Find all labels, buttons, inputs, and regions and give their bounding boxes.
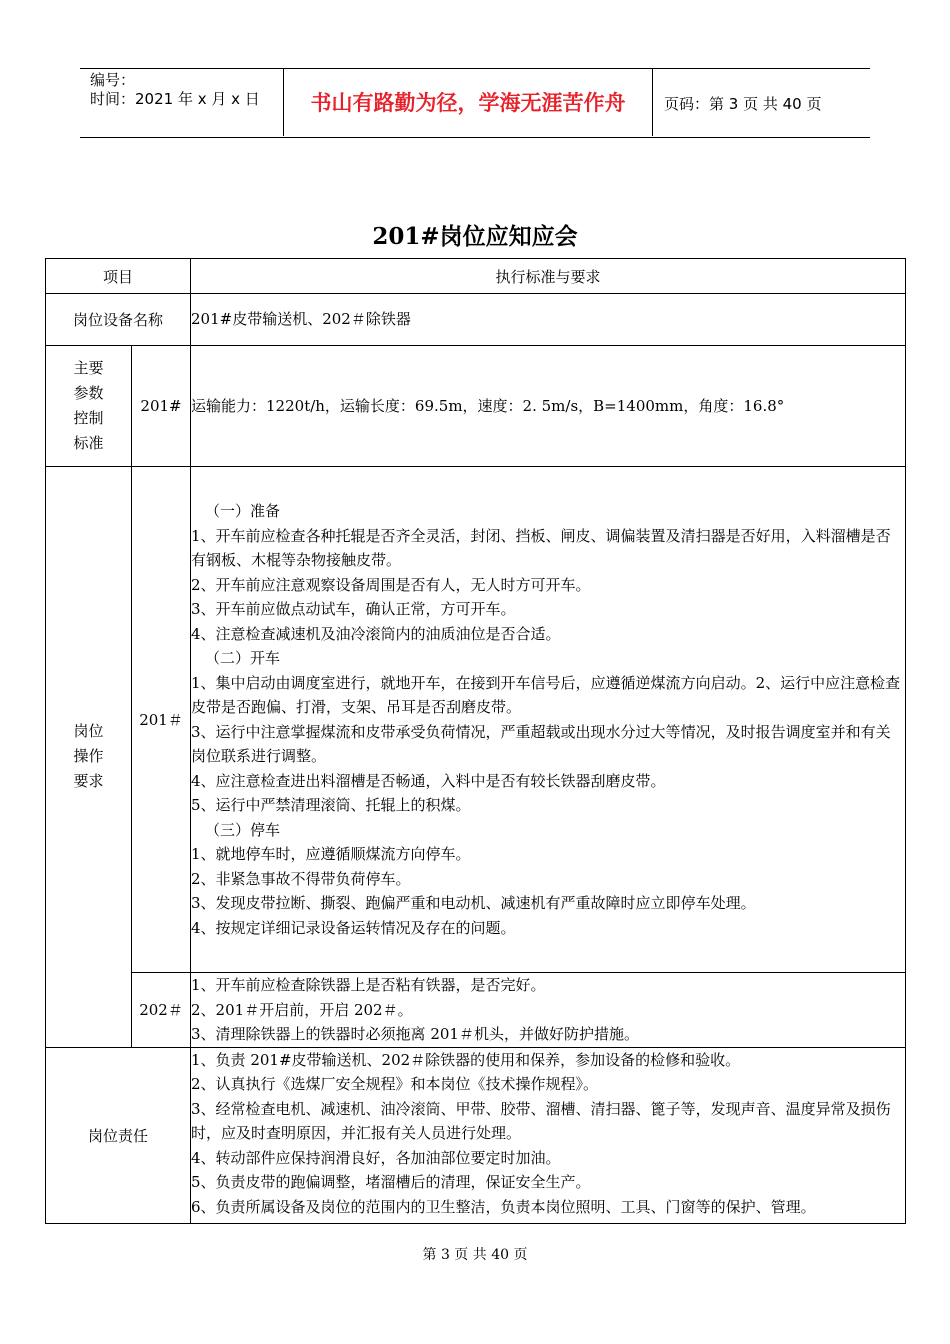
page-label: 页码：第 3 页 共 40 页 bbox=[664, 95, 822, 113]
text-line: 3、清理除铁器上的铁器时必须拖离 201＃机头，并做好防护措施。 bbox=[191, 1025, 639, 1043]
equipment-row bbox=[46, 294, 906, 346]
operation-sub-201: 201＃ bbox=[132, 467, 191, 973]
text-line: 3、发现皮带拉断、撕裂、跑偏严重和电动机、减速机有严重故障时应立即停车处理。 bbox=[191, 894, 756, 912]
page-header bbox=[80, 68, 870, 138]
text-line: 4、转动部件应保持润滑良好，各加油部位要定时加油。 bbox=[191, 1148, 561, 1167]
text-line: 4、应注意检查进出料溜槽是否畅通，入料中是否有较长铁器刮磨皮带。 bbox=[191, 771, 666, 790]
text-line: 2、201＃开启前，开启 202＃。 bbox=[191, 1000, 413, 1019]
spec-table bbox=[45, 258, 906, 1224]
header-left bbox=[90, 71, 280, 109]
duty-lines bbox=[191, 1048, 905, 1220]
page-title: 201#岗位应知应会 bbox=[372, 223, 578, 250]
duty-row bbox=[46, 1047, 906, 1223]
operation-row-202 bbox=[46, 973, 906, 1048]
text-line: 4、注意检查减速机及油冷滚筒内的油质油位是否合适。 bbox=[191, 624, 561, 643]
text-line: 3、经常检查电机、减速机、油冷滚筒、甲带、胶带、溜槽、清扫器、篦子等，发现声音、温度异常及损伤时，应及时查明原因，并汇报有关人员进行处理。 bbox=[191, 1099, 891, 1142]
text-line: 1、开车前应检查除铁器上是否粘有铁器，是否完好。 bbox=[191, 976, 546, 994]
operation-text-201 bbox=[191, 467, 906, 973]
params-value: 运输能力：1220t/h，运输长度：69.5m，速度：2. 5m/s，B=1400mm，角度：16.8° bbox=[191, 346, 906, 467]
text-line: （一）准备 bbox=[205, 502, 281, 520]
duty-text bbox=[191, 1047, 906, 1223]
text-line: 3、运行中注意掌握煤流和皮带承受负荷情况，严重超载或出现水分过大等情况，及时报告调度室并和有关岗位联系进行调整。 bbox=[191, 722, 891, 765]
text-line: 2、认真执行《选煤厂安全规程》和本岗位《技术操作规程》。 bbox=[191, 1075, 599, 1093]
text-line: 3、开车前应做点动试车，确认正常，方可开车。 bbox=[191, 600, 516, 618]
col-standard-header: 执行标准与要求 bbox=[191, 259, 906, 294]
text-line: 2、非紧急事故不得带负荷停车。 bbox=[191, 869, 411, 888]
text-line: 5、运行中严禁清理滚筒、托辊上的积煤。 bbox=[191, 796, 471, 814]
time-label: 时间：2021 年 x 月 x 日 bbox=[90, 90, 260, 108]
text-line: 6、负责所属设备及岗位的范围内的卫生整洁，负责本岗位照明、工具、门窗等的保护、管理。 bbox=[191, 1197, 816, 1216]
operation-sub-202: 202＃ bbox=[132, 973, 191, 1048]
duty-label: 岗位责任 bbox=[46, 1047, 191, 1223]
motto: 书山有路勤为径，学海无涯苦作舟 bbox=[283, 68, 653, 136]
code-label: 编号： bbox=[90, 71, 136, 89]
operation-row-201 bbox=[46, 467, 906, 973]
operation-label: 岗位操作要求 bbox=[46, 467, 132, 1048]
operation-lines-202 bbox=[191, 973, 905, 1047]
operation-text-202 bbox=[191, 973, 906, 1048]
text-line: （二）开车 bbox=[205, 649, 281, 667]
text-line: 1、负责 201#皮带输送机、202＃除铁器的使用和保养，参加设备的检修和验收。 bbox=[191, 1050, 741, 1069]
page-footer: 第 3 页 共 40 页 bbox=[422, 1247, 528, 1263]
equipment-value: 201#皮带输送机、202＃除铁器 bbox=[191, 294, 906, 346]
params-label: 主要参数控制标准 bbox=[46, 346, 132, 467]
text-line: 5、负责皮带的跑偏调整，堵溜槽后的清理，保证安全生产。 bbox=[191, 1173, 591, 1191]
text-line: 1、集中启动由调度室进行，就地开车，在接到开车信号后，应遵循逆煤流方向启动。2、运行中应注意检查皮带是否跑偏、打滑，支架、吊耳是否刮磨皮带。 bbox=[191, 673, 901, 716]
text-line: （三）停车 bbox=[205, 820, 281, 839]
text-line: 4、按规定详细记录设备运转情况及存在的问题。 bbox=[191, 918, 516, 937]
equipment-label: 岗位设备名称 bbox=[46, 294, 191, 346]
text-line: 1、开车前应检查各种托辊是否齐全灵活，封闭、挡板、闸皮、调偏装置及清扫器是否好用，入料溜槽是否有钢板、木棍等杂物接触皮带。 bbox=[191, 526, 891, 569]
text-line: 1、就地停车时，应遵循顺煤流方向停车。 bbox=[191, 845, 471, 863]
operation-lines-201 bbox=[191, 499, 905, 940]
params-sub: 201# bbox=[132, 346, 191, 467]
table-header-row bbox=[46, 259, 906, 294]
text-line: 2、开车前应注意观察设备周围是否有人，无人时方可开车。 bbox=[191, 575, 591, 594]
col-item-header: 项目 bbox=[46, 259, 191, 294]
params-row bbox=[46, 346, 906, 467]
